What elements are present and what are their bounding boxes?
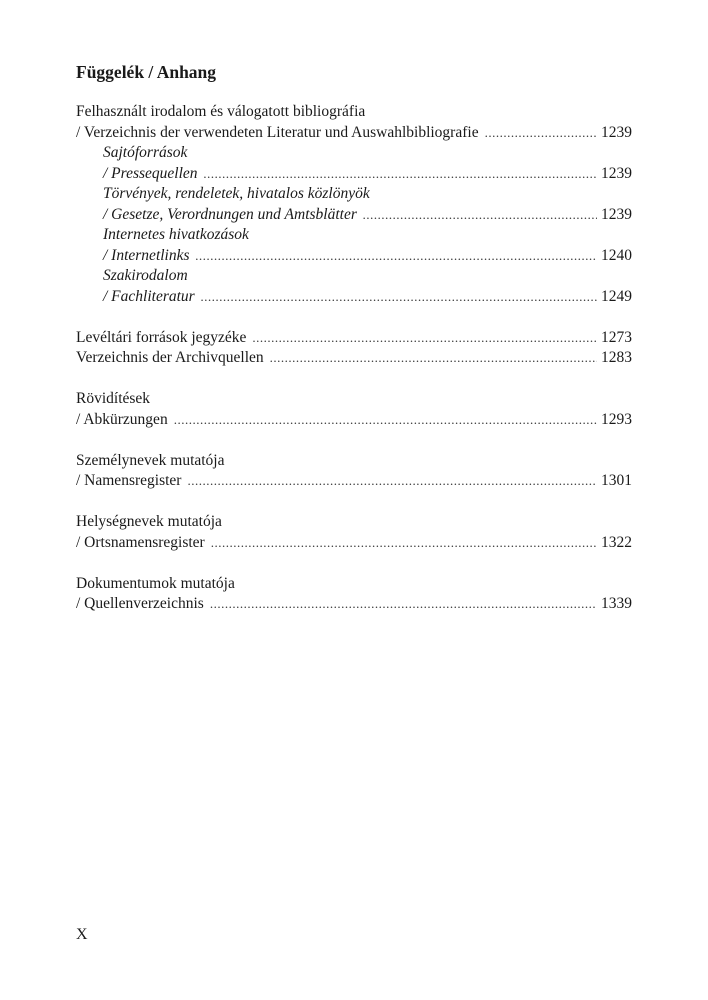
toc-subentry-literature[interactable] <box>76 287 632 308</box>
table-of-contents <box>76 102 632 615</box>
section-spacer <box>76 430 632 451</box>
dot-leader <box>201 287 597 308</box>
toc-entry-documents[interactable] <box>76 594 632 615</box>
section-spacer <box>76 492 632 513</box>
toc-entry-label: / Internetlinks <box>103 246 190 264</box>
page-number-folio: X <box>76 926 88 943</box>
toc-page-number: 1240 <box>601 246 632 264</box>
toc-entry-persons[interactable] <box>76 471 632 492</box>
dot-leader <box>204 164 597 185</box>
toc-subentry-literature-title: Szakirodalom <box>103 267 188 284</box>
toc-entry-label: Verzeichnis der Archivquellen <box>76 349 264 366</box>
toc-subentry-internet-title: Internetes hivatkozások <box>103 226 249 243</box>
dot-leader <box>174 410 597 431</box>
toc-page-number: 1239 <box>601 123 632 141</box>
toc-entry-label: Levéltári források jegyzéke <box>76 328 247 346</box>
toc-entry-places[interactable] <box>76 533 632 554</box>
toc-subentry-press-title: Sajtóforrások <box>103 144 188 161</box>
toc-subentry-laws-title: Törvények, rendeletek, hivatalos közlönyök <box>103 185 370 202</box>
toc-entry-archives-hu[interactable] <box>76 328 632 349</box>
toc-entry-places-title: Helységnevek mutatója <box>76 513 222 530</box>
section-spacer <box>76 369 632 390</box>
dot-leader <box>252 328 597 349</box>
dot-leader <box>485 123 597 144</box>
toc-page-number: 1283 <box>601 349 632 366</box>
page-title: Függelék / Anhang <box>76 62 217 82</box>
toc-page-number: 1322 <box>601 533 632 551</box>
toc-page-number: 1301 <box>601 472 632 489</box>
toc-page-number: 1239 <box>601 164 632 182</box>
toc-entry-abbreviations-title: Rövidítések <box>76 390 151 407</box>
toc-entry-bibliography-title: Felhasznált irodalom és válogatott bibliográfia <box>76 103 366 120</box>
toc-entry-documents-title: Dokumentumok mutatója <box>76 574 235 592</box>
dot-leader <box>196 246 597 267</box>
toc-entry-label: / Gesetze, Verordnungen und Amtsblätter <box>103 205 357 223</box>
toc-page-number: 1239 <box>601 205 632 223</box>
toc-entry-label: / Quellenverzeichnis <box>76 595 204 612</box>
toc-subentry-press[interactable] <box>76 164 632 185</box>
toc-page-number: 1273 <box>601 328 632 346</box>
section-spacer <box>76 553 632 574</box>
toc-entry-label: / Namensregister <box>76 472 182 489</box>
dot-leader <box>187 471 597 492</box>
toc-subentry-internet[interactable] <box>76 246 632 267</box>
toc-entry-persons-title: Személynevek mutatója <box>76 451 225 469</box>
toc-entry-label: / Abkürzungen <box>76 410 168 428</box>
toc-entry-abbreviations[interactable] <box>76 410 632 431</box>
toc-page-number: 1339 <box>601 595 632 612</box>
toc-entry-label: / Ortsnamensregister <box>76 533 205 551</box>
toc-entry-archives-de[interactable] <box>76 348 632 369</box>
toc-page-number: 1249 <box>601 287 632 305</box>
toc-entry-label: / Verzeichnis der verwendeten Literatur und Auswahlbibliografie <box>76 123 479 141</box>
toc-subentry-laws[interactable] <box>76 205 632 226</box>
dot-leader <box>210 594 597 615</box>
toc-entry-label: / Pressequellen <box>103 164 198 182</box>
toc-entry-label: / Fachliteratur <box>103 287 195 305</box>
dot-leader <box>270 348 597 369</box>
toc-page-number: 1293 <box>601 410 632 428</box>
dot-leader <box>211 533 597 554</box>
toc-entry-bibliography[interactable] <box>76 123 632 144</box>
section-spacer <box>76 307 632 328</box>
dot-leader <box>363 205 597 226</box>
